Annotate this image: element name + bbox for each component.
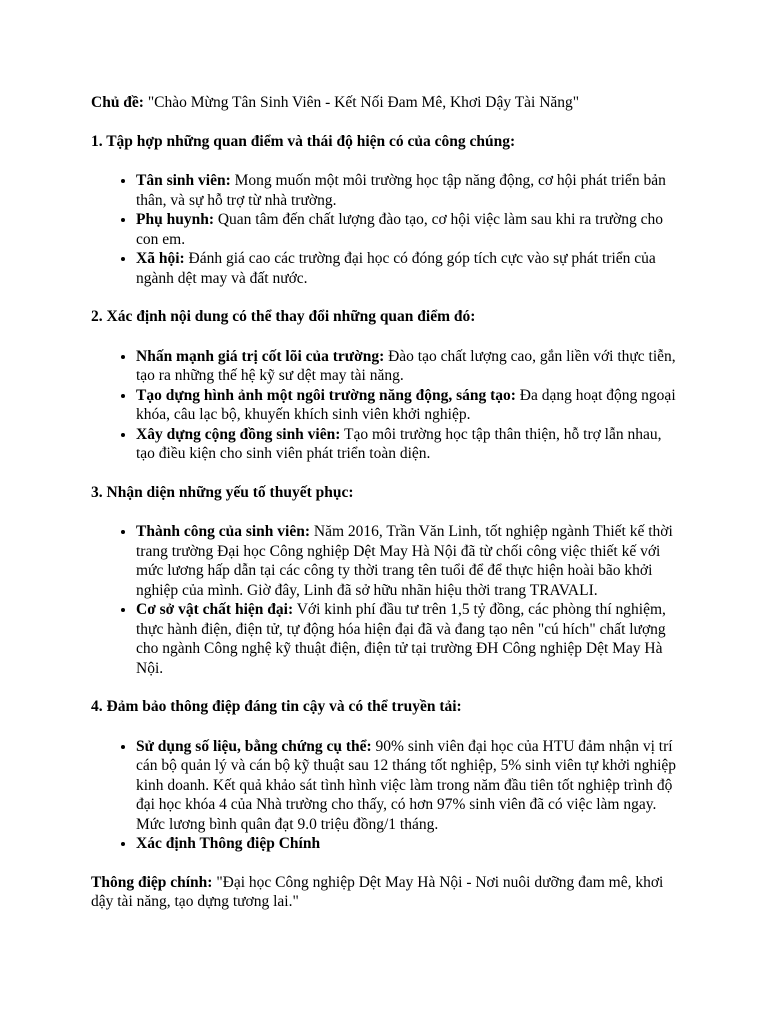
list-item [136, 386, 680, 425]
item-text: 90% sinh viên đại học của HTU đảm nhận vị trí cán bộ quản lý và cán bộ kỹ thuật sau 12 tháng tốt nghiệp, 5% sinh viên tự khởi nghiệp kinh doanh. Kết quả khảo sát tình hình việc làm trong năm đầu tiên tốt nghiệp trình độ đại học khóa 4 của Nhà trường cho thấy, có hơn 97% sinh viên đã có việc làm ngay. Mức lương bình quân đạt 9.0 triệu đồng/1 tháng. [136, 737, 677, 833]
item-text: Đào tạo chất lượng cao, gắn liền với thực tiễn, tạo ra những thế hệ kỹ sư dệt may tài năng. [136, 347, 676, 384]
list-item [136, 737, 680, 835]
section-4-title: 4. Đảm bảo thông điệp đáng tin cậy và có thể truyền tải: [91, 698, 462, 715]
list-item [136, 600, 680, 678]
item-label: Sử dụng số liệu, bằng chứng cụ thể: [136, 737, 372, 755]
item-text: Đánh giá cao các trường đại học có đóng góp tích cực vào sự phát triển của ngành dệt may và đất nước. [136, 250, 656, 287]
main-message-text: "Đại học Công nghiệp Dệt May Hà Nội - Nơi nuôi dưỡng đam mê, khơi dậy tài năng, tạo dựng tương lai." [91, 873, 664, 910]
list-item [136, 347, 680, 386]
list-item [136, 249, 680, 288]
item-text: Mong muốn một môi trường học tập năng động, cơ hội phát triển bản thân, và sự hỗ trợ từ nhà trường. [136, 172, 666, 209]
section-3-list [91, 522, 680, 678]
item-label: Xây dựng cộng đồng sinh viên: [136, 425, 341, 443]
main-message [91, 873, 680, 912]
item-label: Tân sinh viên: [136, 172, 231, 189]
item-text: Quan tâm đến chất lượng đào tạo, cơ hội việc làm sau khi ra trường cho con em. [136, 211, 663, 248]
section-3-title: 3. Nhận diện những yếu tố thuyết phục: [91, 483, 354, 501]
item-label: Nhấn mạnh giá trị cốt lõi của trường: [136, 347, 385, 365]
topic-label: Chủ đề: [91, 94, 144, 111]
item-label: Thành công của sinh viên: [136, 523, 310, 540]
list-item [136, 522, 680, 600]
item-label: Phụ huynh: [136, 211, 214, 228]
section-4-list [91, 737, 680, 854]
list-item [136, 210, 680, 249]
topic-text: "Chào Mừng Tân Sinh Viên - Kết Nối Đam Mê, Khơi Dậy Tài Năng" [143, 94, 580, 111]
item-label: Xã hội: [136, 250, 185, 267]
item-label: Cơ sở vật chất hiện đại: [136, 601, 294, 618]
main-message-label: Thông điệp chính: [91, 873, 213, 891]
section-2-list [91, 347, 680, 464]
section-1-list [91, 171, 680, 288]
item-text: Năm 2016, Trần Văn Linh, tốt nghiệp ngành Thiết kế thời trang trường Đại học Công nghiệp Dệt May Hà Nội đã từ chối công việc thiết kế với mức lương hấp dẫn tại các công ty thời trang tên tuổi để để thực hiện hoài bão khởi nghiệp của mình. Giờ đây, Linh đã sở hữu nhãn hiệu thời trang TRAVALI. [136, 523, 673, 599]
item-label: Xác định Thông điệp Chính [136, 835, 321, 852]
list-item [136, 171, 680, 210]
item-text: Đa dạng hoạt động ngoại khóa, câu lạc bộ, khuyến khích sinh viên khởi nghiệp. [136, 386, 676, 423]
section-2-title: 2. Xác định nội dung có thể thay đổi những quan điểm đó: [91, 308, 476, 325]
topic-line [91, 93, 680, 113]
list-item [136, 834, 680, 854]
item-text: Tạo môi trường học tập thân thiện, hỗ trợ lẫn nhau, tạo điều kiện cho sinh viên phát triển toàn diện. [136, 425, 662, 462]
section-1-title: 1. Tập hợp những quan điểm và thái độ hiện có của công chúng: [91, 132, 516, 150]
list-item [136, 425, 680, 464]
item-label: Tạo dựng hình ảnh một ngôi trường năng động, sáng tạo: [136, 386, 516, 404]
item-text: Với kinh phí đầu tư trên 1,5 tỷ đồng, các phòng thí nghiệm, thực hành điện, điện tử, tự động hóa hiện đại đã và đang tạo nên "cú hích" chất lượng cho ngành Công nghệ kỹ thuật điện, điện tử tại trường ĐH Công nghiệp Dệt May Hà Nội. [136, 601, 666, 677]
